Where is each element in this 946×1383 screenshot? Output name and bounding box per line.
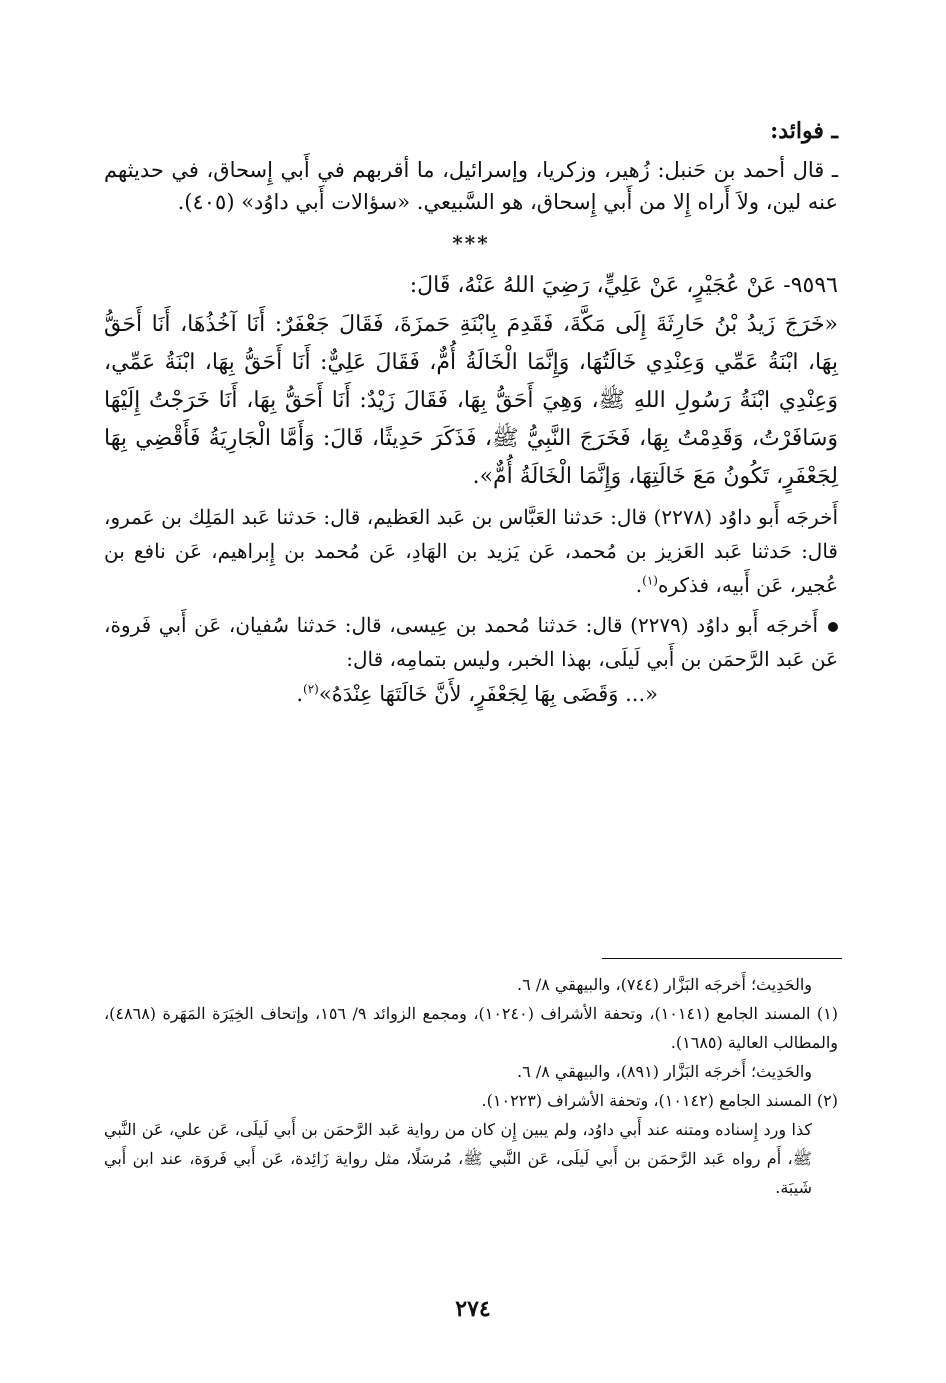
main-text — [104, 108, 838, 712]
footnote-1: (١) المسند الجامع (١٠١٤١)، وتحفة الأشراف (١٠٢٤٠)، ومجمع الزوائد ٩/ ١٥٦، وإتحاف الخِيَرَة المَهَرة (٤٨٦٨)، والمطالب العالية (١٦٨٥). — [104, 1004, 839, 1052]
takhrij-paragraph-2 — [104, 608, 838, 676]
hadith-number: ٩٥٩٦- — [783, 273, 838, 298]
takhrij-paragraph-1 — [104, 500, 838, 602]
hadith-matn: «خَرَجَ زَيدُ بْنُ حَارِثَةَ إِلَى مَكَّةَ، فَقَدِمَ بِابْنَةِ حَمزَةَ، فَقَالَ جَعْفَرٌ: أَنَا آخُذُهَا، أَنَا أَحَقُّ بِهَا، ابْنَةُ عَمِّي وَعِنْدِي خَالَتُهَا، وَإِنَّمَا الْخَالَةُ أُمٌّ، فَقَالَ عَلِيٌّ: أَنَا أَحَقُّ بِهَا، ابْنَةُ عَمِّي، وَعِنْدِي ابْنَةُ رَسُولِ اللهِ ﷺ، وَهِيَ أَحَقُّ بِهَا، فَقَالَ زَيْدٌ: أَنَا أَحَقُّ بِهَا، أَنَا خَرَجْتُ إِلَيْهَا وَسَافَرْتُ، وَقَدِمْتُ بِهَا، فَخَرَجَ النَّبِيُّ ﷺ، فَذَكَرَ حَدِيثًا، قَالَ: وَأَمَّا الْجَارِيَةُ فَأَقْضِي بِهَا لِجَعْفَرٍ، تَكُونُ مَعَ خَالَتِهَا، وَإِنَّمَا الْخَالَةُ أُمٌّ». — [104, 312, 838, 489]
footnotes — [104, 970, 838, 1202]
quote-end: . — [296, 682, 304, 706]
bullet-icon — [828, 622, 838, 632]
benefit-paragraph: ـ قال أحمد بن حَنبل: زُهير، وزكريا، وإسرائيل، ما أقربهم في أَبي إِسحاق، في حديثهم عنه لين، ولاَ أَراه إِلا من أَبي إِسحاق، هو السَّبيعي. «سؤالات أَبي داوُد» (٤٠٥). — [104, 158, 838, 214]
hadith-header — [104, 266, 838, 306]
takhrij-1-text: أَخرجَه أَبو داوُد (٢٢٧٨) قال: حَدثنا العَبَّاس بن عَبد العَظيم، قال: حَدثنا عَبد المَلِك بن عَمرو، قال: حَدثنا عَبد العَزيز بن مُحمد، عَن يَزيد بن الهَادِ، عَن مُحمد بن إِبراهيم، عَن نافع بن عُجير، عَن أَبيه، فذكره — [104, 505, 839, 597]
footnote-continuation: والحَدِيث؛ أَخرجَه البَزَّار (٧٤٤)، والبيهقي ٨/ ٦. — [517, 975, 812, 994]
footnote-1-extra: والحَدِيث؛ أَخرجَه البَزَّار (٨٩١)، والبيهقي ٨/ ٦. — [517, 1062, 812, 1081]
footnote-ref-1: (١) — [642, 573, 658, 588]
page-number: ٢٧٤ — [455, 1296, 491, 1322]
footnote-ref-2: (٢) — [303, 682, 319, 696]
footnote-2-extra: كذا ورد إِسناده ومتنه عند أَبي داوُد، ولم يبين إِن كان من رواية عَبد الرَّحمَن بن أَبي لَيلَى، عَن علي، عَن النَّبي ﷺ، أَم رواه عَبد الرَّحمَن بن أَبي لَيلَى، عَن النَّبي ﷺ، مُرسَلًا، مثل رواية زَائِدة، عَن أَبي فَروَة، عند ابن أَبي شَيبَة. — [104, 1120, 812, 1197]
takhrij-1-end: . — [635, 573, 643, 597]
section-separator: *** — [452, 231, 490, 255]
footnote-divider — [602, 958, 842, 959]
footnote-2: (٢) المسند الجامع (١٠١٤٢)، وتحفة الأشراف (١٠٢٢٣). — [481, 1091, 838, 1110]
section-heading: ـ فوائد: — [770, 118, 838, 144]
takhrij-2-text: أَخرجَه أَبو داوُد (٢٢٧٩) قال: حَدثنا مُحمد بن عِيسى، قال: حَدثنا سُفيان، عَن أَبي فَروة، عَن عَبد الرَّحمَن بن أَبي لَيلَى، بهذا الخبر، وليس بتمامِه، قال: — [104, 613, 838, 671]
hadith-isnad: عَنْ عُجَيْرٍ، عَنْ عَلِيٍّ، رَضِيَ اللهُ عَنْهُ، قَالَ: — [409, 273, 777, 298]
quote-line — [104, 676, 838, 712]
quote-text: «... وَقَضَى بِهَا لِجَعْفَرٍ، لأَنَّ خَالَتَهَا عِنْدَهُ» — [318, 682, 658, 706]
